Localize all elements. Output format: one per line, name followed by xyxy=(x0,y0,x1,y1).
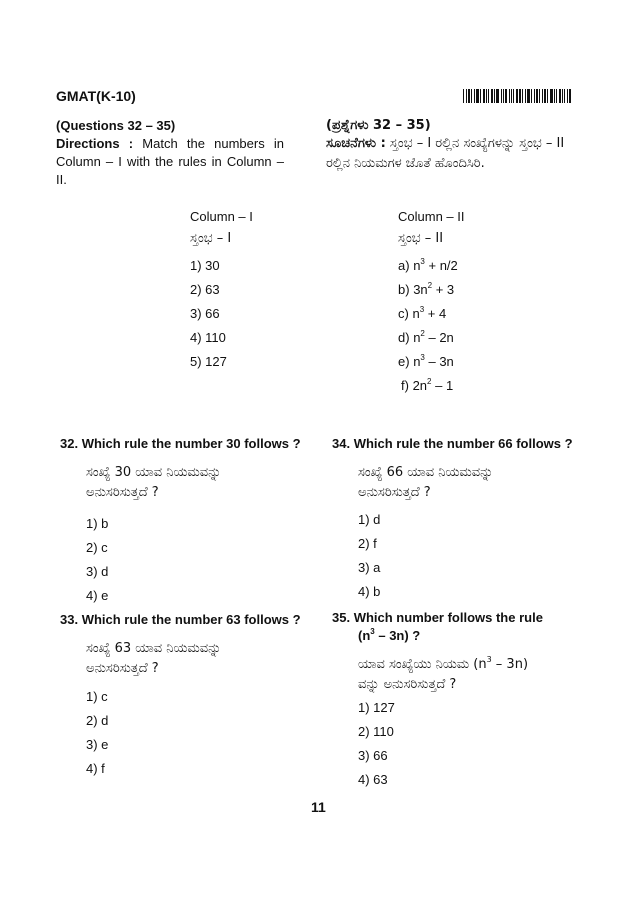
directions-label-en: Directions : xyxy=(56,136,134,151)
directions-en xyxy=(56,135,284,189)
column-2-item: c) $n^3 + 4$ xyxy=(398,305,447,321)
column-1-title-kn: ಸ್ತಂಭ – I xyxy=(190,231,232,246)
column-2-item: f) $2n^2 - 1$ xyxy=(401,377,454,393)
question-33 xyxy=(60,612,320,782)
question-33-title: 33. Which rule the number 63 follows ? xyxy=(60,612,301,627)
option[interactable]: 1) c xyxy=(86,689,108,704)
option[interactable]: 2) f xyxy=(358,536,377,551)
column-2-item: e) $n^3 - 3n$ xyxy=(398,353,454,369)
option[interactable]: 3) e xyxy=(86,737,109,752)
questions-range-en: (Questions 32 – 35) xyxy=(56,118,176,133)
option[interactable]: 2) c xyxy=(86,540,108,555)
option[interactable]: 4) e xyxy=(86,588,109,603)
page-number: 11 xyxy=(311,799,326,815)
column-1-item: 1) 30 xyxy=(190,258,220,273)
question-33-kn: ಸಂಖ್ಯೆ 63 ಯಾವ ನಿಯಮವನ್ನು ಅನುಸರಿಸುತ್ತದೆ ? xyxy=(86,641,222,676)
column-1-item: 2) 63 xyxy=(190,282,220,297)
option[interactable]: 4) 63 xyxy=(358,772,388,787)
question-35-title-line2: $(n^3 - 3n)$ ? xyxy=(358,627,421,643)
question-34-title: 34. Which rule the number 66 follows ? xyxy=(332,436,573,451)
directions-text-kn: ಸ್ತಂಭ – I ರಲ್ಲಿನ ಸಂಖ್ಯೆಗಳನ್ನು ಸ್ತಂಭ – II ರಲ್ಲಿನ ನಿಯಮಗಳ ಜೊತೆ ಹೊಂದಿಸಿರಿ. xyxy=(326,136,565,171)
question-32-kn: ಸಂಖ್ಯೆ 30 ಯಾವ ನಿಯಮವನ್ನು ಅನುಸರಿಸುತ್ತದೆ ? xyxy=(86,465,222,500)
questions-range-kn: (ಪ್ರಶ್ನೆಗಳು 32 – 35) xyxy=(326,118,431,133)
directions-kn xyxy=(326,134,581,174)
column-1-item: 4) 110 xyxy=(190,330,226,345)
column-2-item: a) $n^3 + n/2$ xyxy=(398,257,458,273)
column-2-item: b) $3n^2 + 3$ xyxy=(398,281,455,297)
option[interactable]: 1) b xyxy=(86,516,109,531)
column-1-item: 3) 66 xyxy=(190,306,220,321)
directions-label-kn: ಸೂಚನೆಗಳು : xyxy=(326,136,386,151)
question-32-title: 32. Which rule the number 30 follows ? xyxy=(60,436,301,451)
column-2-title-kn: ಸ್ತಂಭ – II xyxy=(398,231,444,246)
option[interactable]: 3) 66 xyxy=(358,748,388,763)
option[interactable]: 2) 110 xyxy=(358,724,394,739)
question-34-kn: ಸಂಖ್ಯೆ 66 ಯಾವ ನಿಯಮವನ್ನು ಅನುಸರಿಸುತ್ತದೆ ? xyxy=(358,465,494,500)
directions-text-en: Match the numbers in Column – I with the rules in Column – II. xyxy=(56,136,284,187)
option[interactable]: 2) d xyxy=(86,713,109,728)
column-1-title-en: Column – I xyxy=(190,209,253,224)
option[interactable]: 1) d xyxy=(358,512,381,527)
question-35-kn: ಯಾವ ಸಂಖ್ಯೆಯು ನಿಯಮ $(n^3 - 3n)$ ವನ್ನು ಅನುಸರಿಸುತ್ತದೆ ? xyxy=(358,655,529,692)
question-35 xyxy=(332,610,582,800)
option[interactable]: 3) a xyxy=(358,560,381,575)
column-2-title-en: Column – II xyxy=(398,209,465,224)
option[interactable]: 4) f xyxy=(86,761,105,776)
column-2-item: d) $n^2 - 2n$ xyxy=(398,329,454,345)
question-35-title: 35. Which number follows the rule xyxy=(332,610,543,625)
column-1-item: 5) 127 xyxy=(190,354,227,369)
column-2 xyxy=(398,209,538,399)
question-32 xyxy=(60,436,320,606)
option[interactable]: 1) 127 xyxy=(358,700,395,715)
option[interactable]: 4) b xyxy=(358,584,381,599)
option[interactable]: 3) d xyxy=(86,564,109,579)
exam-code: GMAT(K-10) xyxy=(56,88,136,104)
question-34 xyxy=(332,436,582,606)
barcode xyxy=(463,89,573,103)
column-1 xyxy=(190,209,300,389)
